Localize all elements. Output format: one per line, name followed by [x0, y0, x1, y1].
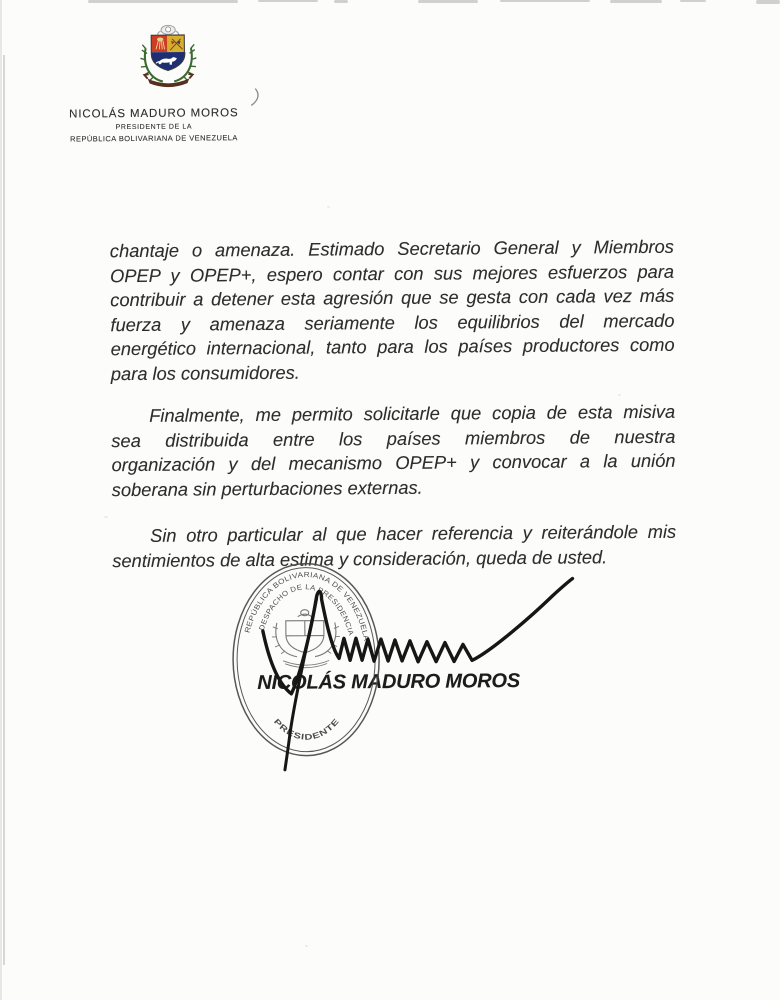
seal-outer-text: REPÚBLICA BOLIVARIANA DE VENEZUELA: [242, 569, 372, 642]
letterhead-title: PRESIDENTE DE LA: [115, 123, 193, 132]
body-line: OPEP y OPEP+, espero contar con sus mejores esfuerzos para: [109, 260, 675, 286]
letterhead-name: NICOLÁS MADURO MOROS: [69, 107, 239, 121]
body-line: chantaje o amenaza. Estimado Secretario General y Miembros: [109, 235, 674, 262]
svg-text:PRESIDENTE: [272, 716, 342, 742]
signatory-name: NICOLÁS MADURO MOROS: [257, 669, 521, 695]
seal-bottom-text: PRESIDENTE: [271, 717, 340, 742]
letterhead-country: REPÚBLICA BOLIVARIANA DE VENEZUELA: [70, 133, 238, 144]
body-line: Finalmente, me permito solicitarle que copia de esta misiva: [149, 400, 676, 426]
body-line: sentimientos de alta estima y consideración, queda de usted.: [112, 545, 608, 571]
presidential-oval-seal-icon: [232, 563, 380, 756]
body-line: sea distribuida entre los países miembros de nuestra: [111, 425, 676, 451]
body-line: organización y del mecanismo OPEP+ y convocar a la unión: [111, 449, 676, 476]
body-line: para los consumidores.: [110, 361, 300, 384]
seal-inner-text: DESPACHO DE LA PRESIDENCIA: [256, 582, 356, 637]
body-line: contribuir a detener esta agresión que se gesta con cada vez más: [110, 284, 675, 311]
body-line: Sin otro particular al que hacer referencia y reiterándole mis: [150, 520, 677, 546]
body-line: soberana sin perturbaciones externas.: [111, 476, 423, 500]
pen-mark: [252, 89, 258, 105]
body-line: fuerza y amenaza seriamente los equilibrios del mercado: [110, 309, 675, 335]
body-line: energético internacional, tanto para los países productores como: [110, 333, 675, 360]
